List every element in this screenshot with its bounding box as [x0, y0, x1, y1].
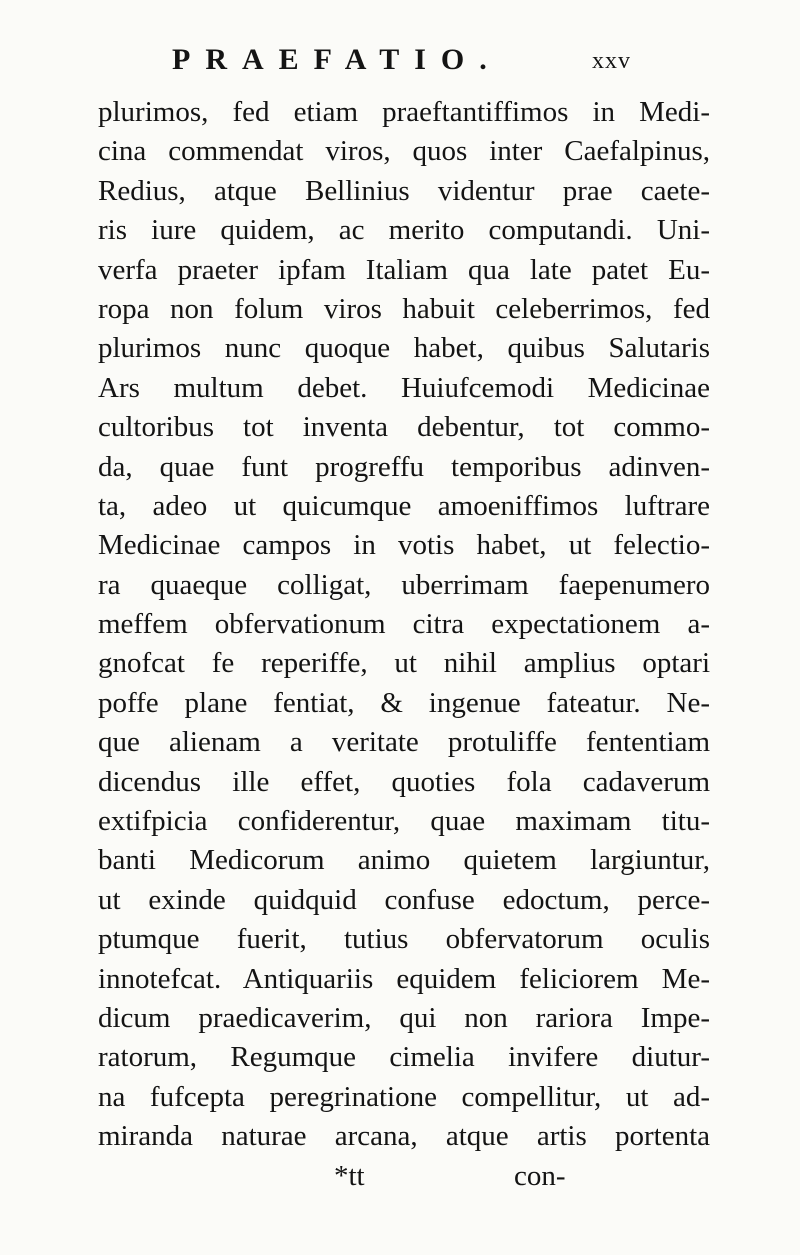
text-line: ra quaeque colligat, uberrimam faepenumero	[98, 568, 710, 601]
text-line: Redius, atque Bellinius videntur prae caete-	[98, 174, 710, 207]
text-line: ta, adeo ut quicumque amoeniffimos luftrare	[98, 489, 710, 522]
text-line: dicum praedicaverim, qui non rariora Impe-	[98, 1001, 710, 1034]
text-line: ptumque fuerit, tutius obfervatorum oculis	[98, 923, 710, 956]
text-line: verfa praeter ipfam Italiam qua late patet Eu-	[98, 253, 710, 286]
text-line: ut exinde quidquid confuse edoctum, perce-	[98, 883, 710, 916]
text-line: cina commendat viros, quos inter Caefalpinus,	[98, 135, 710, 168]
signature-mark: *tt	[334, 1159, 365, 1192]
text-line: cultoribus tot inventa debentur, tot commo-	[98, 411, 710, 444]
page-number: xxv	[592, 48, 631, 74]
text-line: dicendus ille effet, quoties fola cadaverum	[98, 765, 710, 798]
text-line: ropa non folum viros habuit celeberrimos, fed	[98, 292, 710, 325]
text-line: plurimos, fed etiam praeftantiffimos in Medi-	[98, 96, 710, 128]
text-line: gnofcat fe reperiffe, ut nihil amplius optari	[98, 647, 710, 680]
text-line: poffe plane fentiat, & ingenue fateatur. Ne-	[98, 686, 710, 719]
text-line: plurimos nunc quoque habet, quibus Salutaris	[98, 332, 710, 365]
text-line: da, quae funt progreffu temporibus adinven-	[98, 450, 710, 483]
text-line: banti Medicorum animo quietem largiuntur,	[98, 844, 710, 877]
body-text	[98, 93, 710, 1196]
text-line: extifpicia confiderentur, quae maximam titu-	[98, 805, 710, 838]
text-line: na fufcepta peregrinatione compellitur, ut ad-	[98, 1080, 710, 1113]
text-line: innotefcat. Antiquariis equidem feliciorem Me-	[98, 962, 710, 995]
signature-line	[98, 1157, 710, 1196]
text-line: Medicinae campos in votis habet, ut felectio-	[98, 529, 710, 562]
text-line: que alienam a veritate protuliffe fententiam	[98, 726, 710, 759]
text-line: ris iure quidem, ac merito computandi. Uni-	[98, 214, 710, 247]
running-head	[0, 40, 800, 80]
text-line: ratorum, Regumque cimelia invifere diutur-	[98, 1041, 710, 1074]
text-line: miranda naturae arcana, atque artis portenta	[98, 1120, 710, 1153]
text-line: meffem obfervationum citra expectationem a-	[98, 608, 710, 641]
text-line: Ars multum debet. Huiufcemodi Medicinae	[98, 371, 710, 404]
catchword: con-	[514, 1159, 566, 1192]
running-title: PRAEFATIO.	[172, 43, 502, 76]
